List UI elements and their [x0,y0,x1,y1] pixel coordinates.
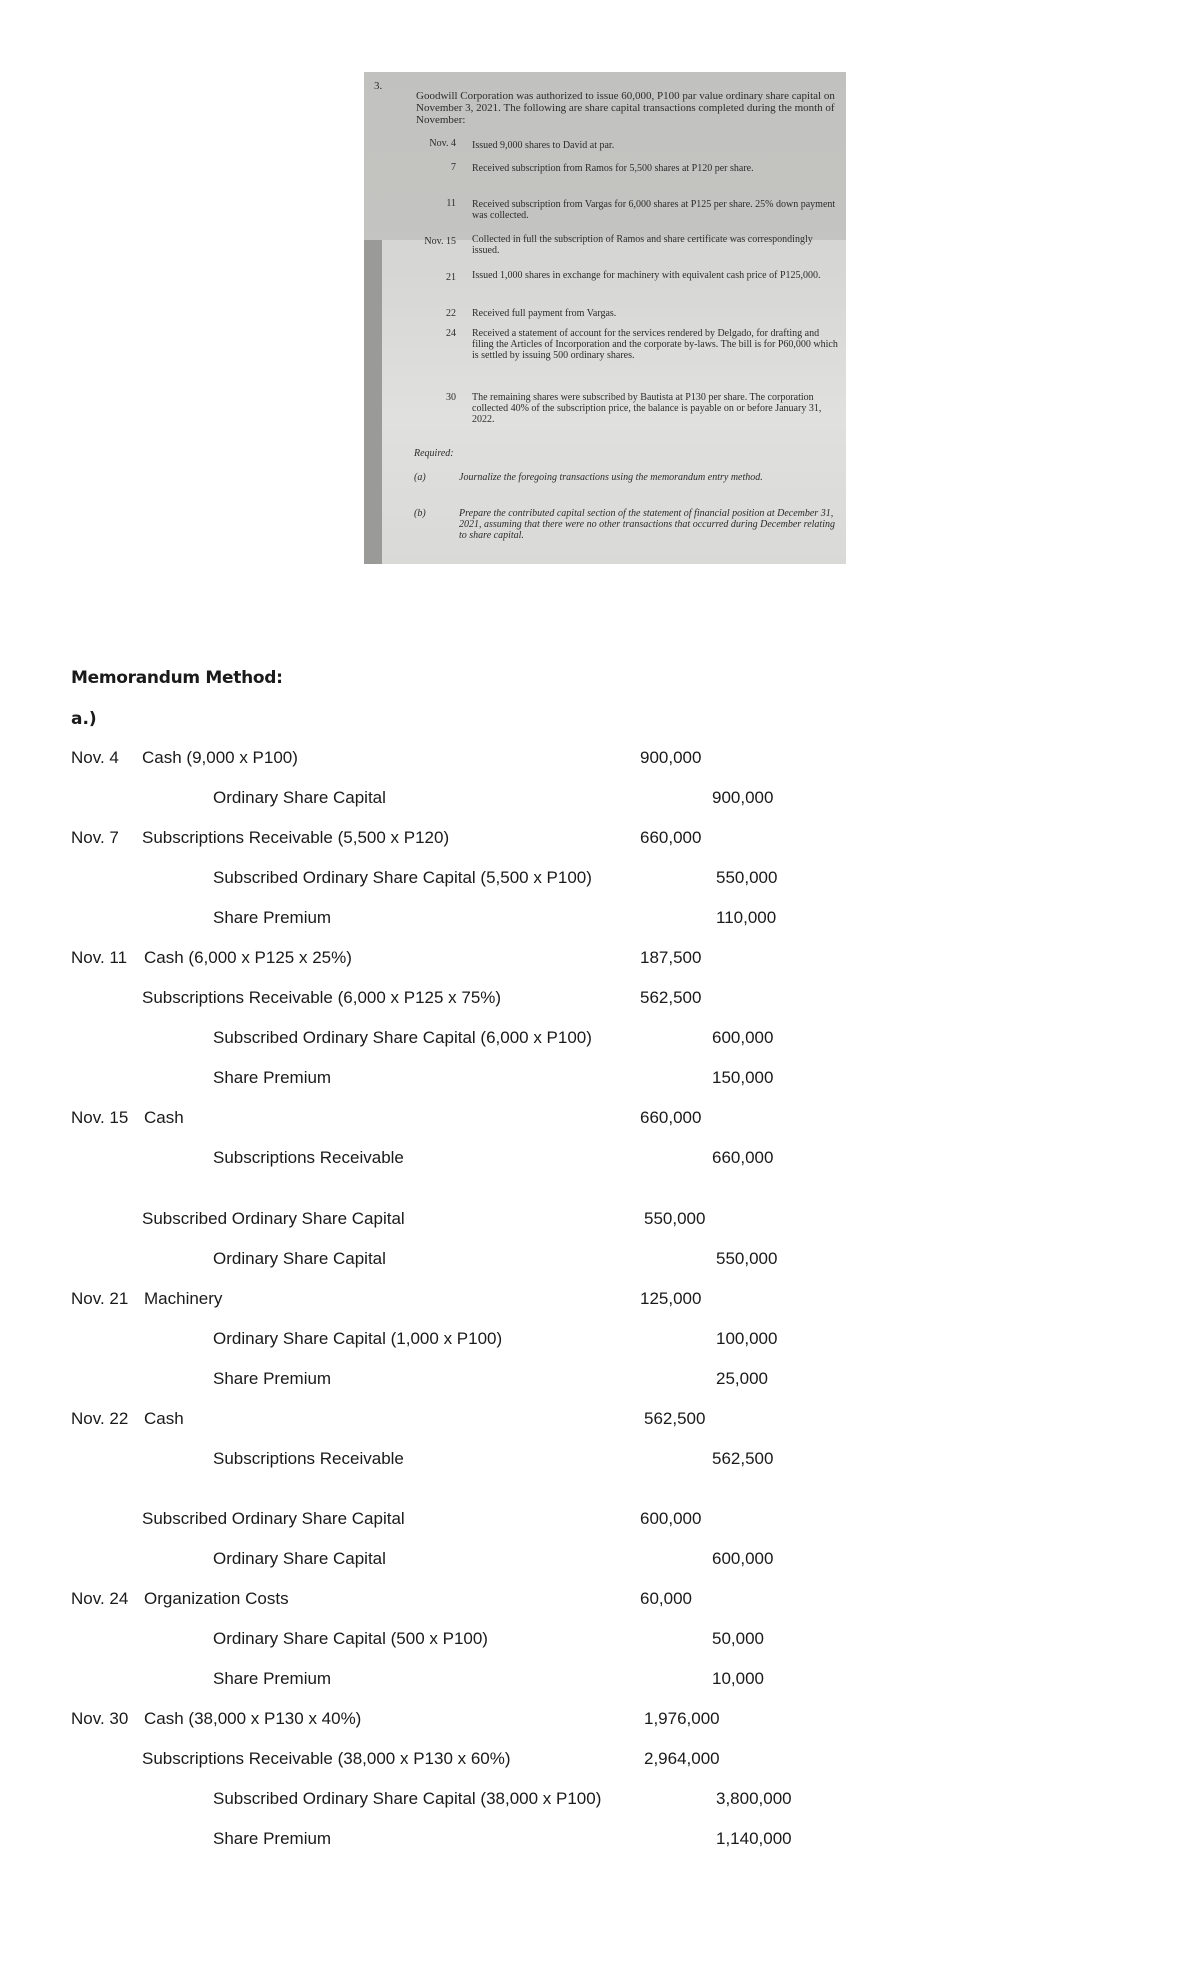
journal-line [0,748,1200,770]
journal-line [0,1549,1200,1571]
journal-line [0,1249,1200,1271]
credit-amount: 50,000 [712,1629,764,1648]
journal-line [0,1148,1200,1170]
credit-account: Ordinary Share Capital [213,1549,386,1568]
debit-account: Cash (38,000 x P130 x 40%) [144,1709,362,1728]
credit-amount: 10,000 [712,1669,764,1688]
debit-account: Subscriptions Receivable (6,000 x P125 x 75%) [142,988,502,1007]
transaction-date: Nov. 15 [424,236,456,247]
credit-account: Share Premium [213,1829,332,1848]
debit-amount: 600,000 [640,1509,702,1528]
credit-amount: 900,000 [712,788,774,807]
credit-amount: 110,000 [716,908,777,927]
debit-amount: 187,500 [640,948,702,967]
requirement-text: Prepare the contributed capital section of the statement of financial position at December 31, 2021, assuming that there were no other transactions that occurred during December relating to share capital. [459,508,835,541]
credit-account: Share Premium [213,1669,332,1688]
journal-line [0,1789,1200,1811]
transaction-text: Received subscription from Vargas for 6,000 shares at P125 per share. 25% down payment was collected. [472,199,836,221]
credit-account: Subscribed Ordinary Share Capital (38,000 x P100) [213,1789,602,1808]
journal-line [0,1028,1200,1050]
credit-account: Ordinary Share Capital (1,000 x P100) [213,1329,503,1348]
debit-amount: 1,976,000 [644,1709,720,1728]
journal-line [0,1108,1200,1130]
credit-account: Subscribed Ordinary Share Capital (6,000 x P100) [213,1028,592,1047]
journal-line [0,1369,1200,1391]
credit-account: Subscriptions Receivable [213,1148,404,1167]
transaction-text: Received subscription from Ramos for 5,500 shares at P120 per share. [472,163,754,174]
journal-line [0,1289,1200,1311]
journal-line [0,1629,1200,1651]
credit-amount: 660,000 [712,1148,774,1167]
debit-amount: 562,500 [640,988,702,1007]
credit-amount: 25,000 [716,1369,768,1388]
required-label: Required: [414,448,454,459]
debit-account: Subscribed Ordinary Share Capital [142,1509,405,1528]
credit-account: Share Premium [213,1369,332,1388]
debit-account: Subscribed Ordinary Share Capital [142,1209,405,1228]
transaction-text: Issued 9,000 shares to David at par. [472,140,615,151]
requirement-letter: (b) [414,508,426,519]
entry-date: Nov. 22 [71,1409,129,1428]
credit-amount: 600,000 [712,1028,774,1047]
problem-number: 3. [374,80,383,92]
transaction-date: 21 [446,272,456,283]
journal-line [0,1209,1200,1231]
transaction-text: Collected in full the subscription of Ramos and share certificate was correspondingly issued. [472,234,813,256]
credit-amount: 1,140,000 [716,1829,792,1848]
journal-line [0,1709,1200,1731]
debit-account: Subscriptions Receivable (38,000 x P130 x 60%) [142,1749,511,1768]
journal-line [0,1749,1200,1771]
problem-photo [364,72,846,564]
entry-date: Nov. 7 [71,828,119,847]
journal-line [0,788,1200,810]
debit-amount: 550,000 [644,1209,706,1228]
credit-account: Subscribed Ordinary Share Capital (5,500 x P100) [213,868,592,887]
credit-amount: 150,000 [712,1068,774,1087]
credit-account: Subscriptions Receivable [213,1449,404,1468]
debit-amount: 900,000 [640,748,702,767]
credit-amount: 550,000 [716,868,778,887]
credit-amount: 562,500 [712,1449,774,1468]
journal-line [0,1449,1200,1471]
entry-date: Nov. 30 [71,1709,129,1728]
journal-line [0,1829,1200,1851]
section-heading: Memorandum Method: [71,668,283,688]
transaction-date: Nov. 4 [429,138,456,149]
journal-line [0,908,1200,930]
journal-line [0,868,1200,890]
debit-amount: 60,000 [640,1589,692,1608]
debit-account: Machinery [144,1289,223,1308]
transaction-date: 22 [446,308,456,319]
entry-date: Nov. 15 [71,1108,129,1127]
entry-date: Nov. 21 [71,1289,129,1308]
transaction-date: 30 [446,392,456,403]
journal-line [0,1669,1200,1691]
debit-account: Cash (9,000 x P100) [142,748,298,767]
transaction-text: The remaining shares were subscribed by Bautista at P130 per share. The corporation collected 40% of the subscription price, the balance is payable on or before January 31, 2022. [472,392,822,425]
credit-account: Ordinary Share Capital [213,1249,386,1268]
credit-account: Ordinary Share Capital (500 x P100) [213,1629,488,1648]
debit-amount: 660,000 [640,828,702,847]
credit-account: Share Premium [213,908,332,927]
credit-account: Ordinary Share Capital [213,788,386,807]
journal-line [0,828,1200,850]
requirement-letter: (a) [414,472,426,483]
part-label: a.) [71,709,97,729]
credit-amount: 550,000 [716,1249,778,1268]
transaction-date: 11 [446,198,456,209]
debit-amount: 562,500 [644,1409,706,1428]
transaction-date: 7 [451,162,456,173]
debit-account: Cash [144,1409,184,1428]
debit-account: Cash [144,1108,184,1127]
debit-account: Subscriptions Receivable (5,500 x P120) [142,828,450,847]
transaction-date: 24 [446,328,456,339]
debit-account: Organization Costs [144,1589,289,1608]
journal-line [0,1329,1200,1351]
debit-amount: 2,964,000 [644,1749,720,1768]
credit-amount: 3,800,000 [716,1789,792,1808]
debit-amount: 660,000 [640,1108,702,1127]
entry-date: Nov. 24 [71,1589,129,1608]
journal-line [0,1068,1200,1090]
requirement-text: Journalize the foregoing transactions using the memorandum entry method. [459,472,763,483]
transaction-text: Received a statement of account for the services rendered by Delgado, for drafting and filing the Articles of Incorporation and the corporate by-laws. The bill is for P60,000 which is settled by issuing 500 ordinary shares. [472,328,838,361]
transaction-text: Issued 1,000 shares in exchange for machinery with equivalent cash price of P125,000. [472,270,821,281]
photo-page-edge [364,240,382,564]
journal-line [0,948,1200,970]
credit-account: Share Premium [213,1068,332,1087]
journal-line [0,1589,1200,1611]
problem-intro: Goodwill Corporation was authorized to issue 60,000, P100 par value ordinary share capital on November 3, 2021. The following are share capital transactions completed during the month of November: [416,90,835,126]
journal-line [0,988,1200,1010]
entry-date: Nov. 4 [71,748,119,767]
transaction-text: Received full payment from Vargas. [472,308,617,319]
credit-amount: 600,000 [712,1549,774,1568]
entry-date: Nov. 11 [71,948,128,967]
debit-account: Cash (6,000 x P125 x 25%) [144,948,352,967]
debit-amount: 125,000 [640,1289,702,1308]
journal-line [0,1509,1200,1531]
credit-amount: 100,000 [716,1329,778,1348]
journal-line [0,1409,1200,1431]
